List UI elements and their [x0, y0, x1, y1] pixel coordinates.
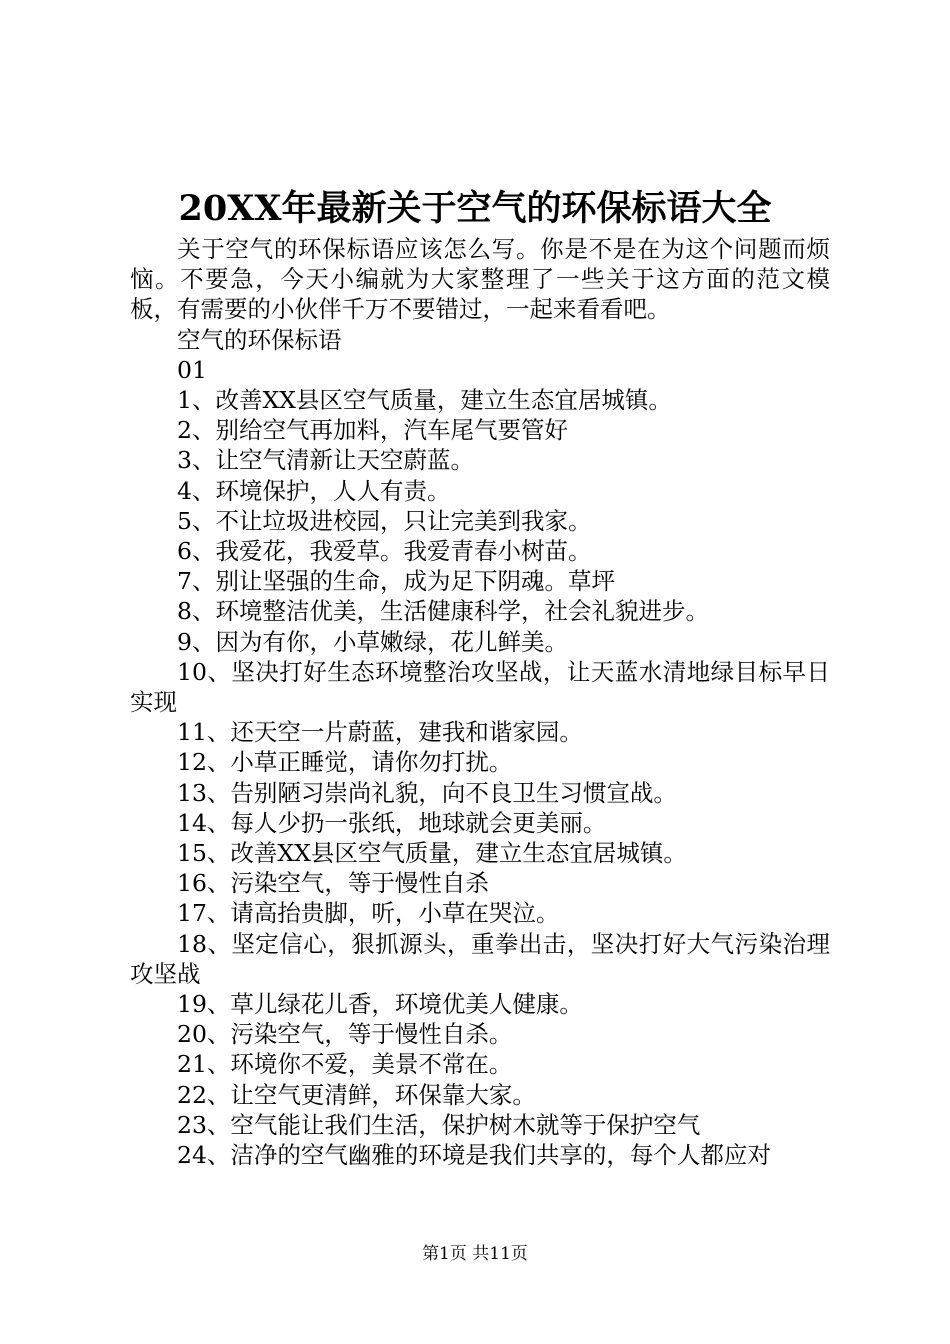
slogan-item: 23、空气能让我们生活，保护树木就等于保护空气	[177, 1110, 701, 1139]
slogan-item: 24、洁净的空气幽雅的环境是我们共享的，每个人都应对	[177, 1141, 771, 1170]
slogan-item: 8、环境整洁优美，生活健康科学，社会礼貌进步。	[177, 597, 709, 626]
slogan-item: 11、还天空一片蔚蓝，建我和谐家园。	[177, 718, 583, 747]
slogan-item: 19、草儿绿花儿香，环境优美人健康。	[177, 990, 583, 1019]
slogan-item: 20、污染空气，等于慢性自杀。	[177, 1020, 513, 1049]
intro-paragraph: 关于空气的环保标语应该怎么写。你是不是在为这个问题而烦恼。不要急，今天小编就为大家整理了一些关于这方面的范文模板，有需要的小伙伴千万不要错过，一起来看看吧。	[130, 235, 830, 324]
slogan-item: 13、告别陋习崇尚礼貌，向不良卫生习惯宣战。	[177, 778, 677, 807]
slogan-item: 14、每人少扔一张纸，地球就会更美丽。	[177, 808, 607, 837]
slogan-item: 15、改善XX县区空气质量，建立生态宜居城镇。	[177, 839, 687, 868]
slogan-item: 9、因为有你，小草嫩绿，花儿鲜美。	[177, 627, 568, 656]
slogan-item: 12、小草正睡觉，请你勿打扰。	[177, 748, 513, 777]
section-heading: 空气的环保标语	[177, 325, 342, 354]
slogan-item: 3、让空气清新让天空蔚蓝。	[177, 446, 474, 475]
slogan-item: 1、改善XX县区空气质量，建立生态宜居城镇。	[177, 386, 672, 415]
section-number: 01	[177, 355, 207, 384]
document-title: 20XX年最新关于空气的环保标语大全	[178, 188, 772, 229]
slogan-item: 22、让空气更清鲜，环保靠大家。	[177, 1080, 536, 1109]
slogan-item: 7、别让坚强的生命，成为足下阴魂。草坪	[177, 567, 615, 596]
slogan-item: 4、环境保护，人人有责。	[177, 476, 451, 505]
slogan-item: 2、别给空气再加料，汽车尾气要管好	[177, 416, 568, 445]
slogan-item: 5、不让垃圾进校园，只让完美到我家。	[177, 506, 592, 535]
slogan-item: 18、坚定信心，狠抓源头，重拳出击，坚决打好大气污染治理攻坚战	[130, 929, 830, 988]
document-body	[130, 234, 830, 1170]
slogan-item: 10、坚决打好生态环境整治攻坚战，让天蓝水清地绿目标早日实现	[130, 657, 830, 717]
slogan-item: 21、环境你不爱，美景不常在。	[177, 1050, 513, 1079]
slogan-item: 17、请高抬贵脚，听，小草在哭泣。	[177, 899, 560, 928]
page-number-footer: 第1页 共11页	[422, 1244, 528, 1264]
slogan-item: 6、我爱花，我爱草。我爱青春小树苗。	[177, 537, 592, 566]
slogan-item: 16、污染空气，等于慢性自杀	[177, 869, 489, 898]
